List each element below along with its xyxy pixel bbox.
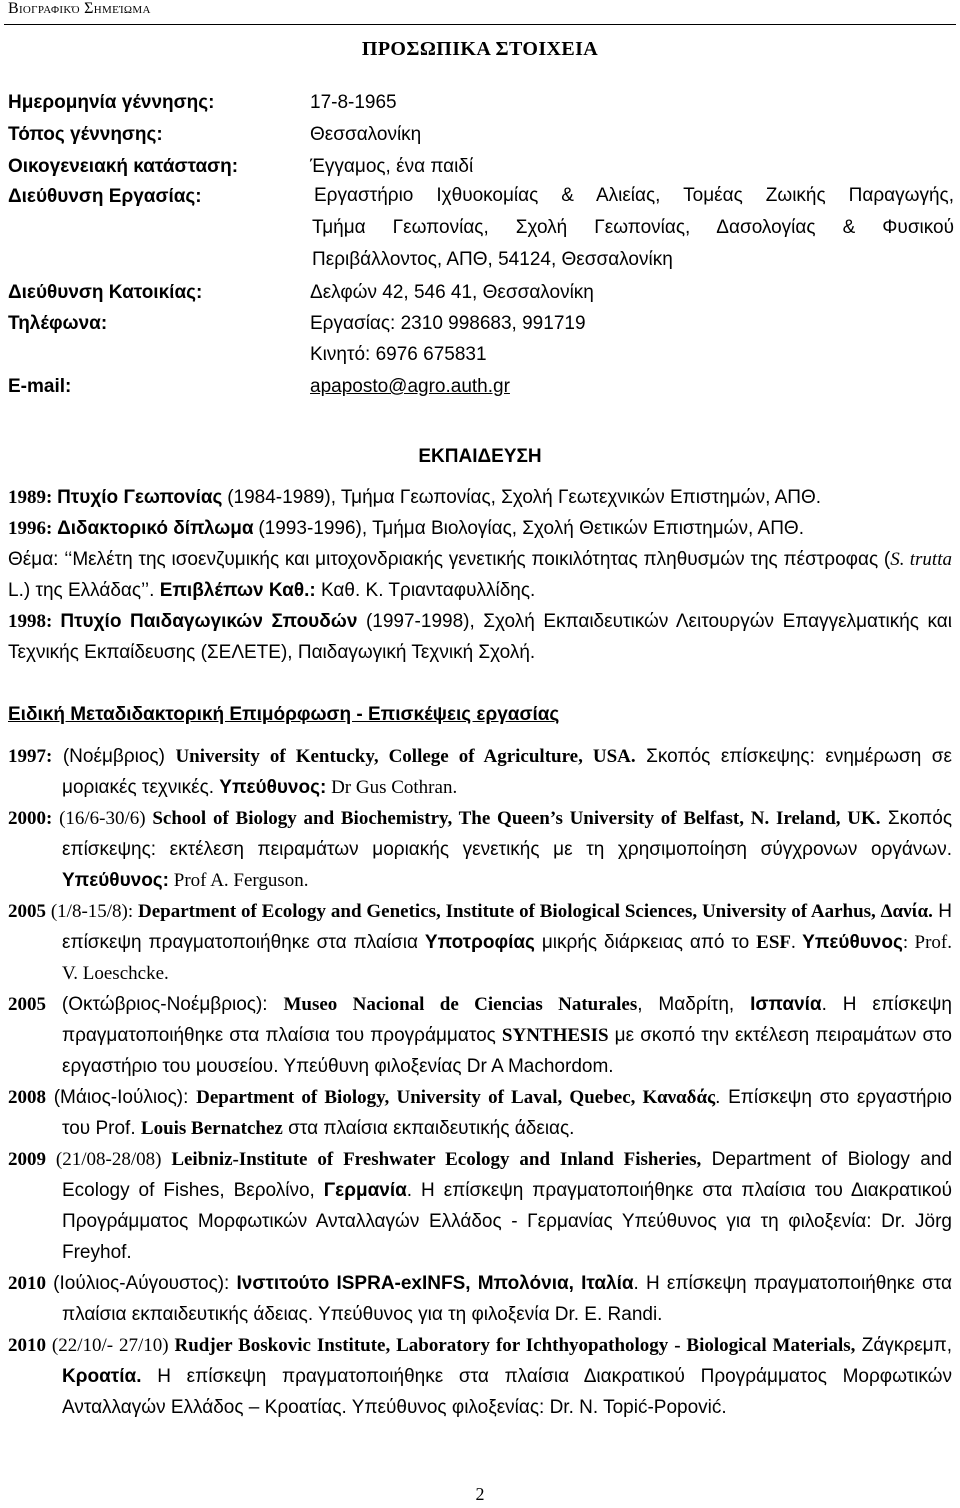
thesis-topic-a: Θέμα: ‘‘Μελέτη της ισοενζυμικής και μιτοχονδριακής γενετικής ποικιλότητας πληθυσμών της πέστροφας ( [8, 549, 891, 570]
visit-4-institution: Museo Nacional de Ciencias Naturales [283, 994, 638, 1015]
education-3-year: 1998: [8, 611, 53, 632]
education-2-year: 1996: [8, 518, 53, 539]
visit-5-date: (Μάιος-Ιούλιος): [46, 1087, 197, 1108]
visit-8-details: Η επίσκεψη πραγματοποιήθηκε στα πλαίσια Διακρατικού Προγράμματος Μορφωτικών Ανταλλαγών Ελλάδος – Κροατίας. Υπεύθυνος φιλοξενίας: Dr. N. Topić-Popović. [62, 1366, 952, 1418]
visit-2-year: 2000: [8, 808, 53, 829]
visit-5-details-2: στα πλαίσια εκπαιδευτικής άδειας. [282, 1118, 575, 1139]
phones-label: Τηλέφωνα: [8, 313, 108, 334]
education-item-1 [8, 482, 952, 513]
visit-7-institution: Ινστιτούτο ISPRA-exINFS, Μπολόνια, Ιταλία [236, 1273, 634, 1294]
visit-2-institution: School of Biology and Biochemistry, The Queen’s University of Belfast, N. Ireland, UK. [152, 808, 881, 829]
education-1-year: 1989: [8, 487, 53, 508]
visit-1-institution: University of Kentucky, College of Agriculture, USA. [175, 746, 636, 767]
thesis-supervisor: Καθ. Κ. Τριανταφυλλίδης. [315, 580, 536, 601]
birth-place-value: Θεσσαλονίκη [310, 124, 422, 145]
education-2-thesis [8, 544, 952, 606]
thesis-supervisor-label: Επιβλέπων Καθ.: [159, 580, 316, 601]
visit-item-1 [8, 741, 952, 803]
visit-1-resp-label: Υπεύθυνος: [219, 777, 327, 798]
visit-3-date: (1/8-15/8): [46, 901, 139, 922]
visit-item-4 [8, 989, 952, 1082]
visit-1-date: (Νοέμβριος) [52, 746, 176, 767]
visit-item-6 [8, 1144, 952, 1268]
education-list [8, 482, 952, 668]
birth-place-label: Τόπος γέννησης: [8, 124, 163, 145]
education-2-details: (1993-1996), Τμήμα Βιολογίας, Σχολή Θετικών Επιστημών, ΑΠΘ. [258, 518, 804, 539]
education-item-3 [8, 606, 952, 668]
education-item-2 [8, 513, 952, 544]
work-address-line-3: Περιβάλλοντος, ΑΠΘ, 54124, Θεσσαλονίκη [312, 249, 673, 270]
visit-5-year: 2008 [8, 1087, 46, 1108]
visit-3-resp-label: Υπεύθυνος [802, 932, 903, 953]
visit-4-details: . Η επίσκεψη πραγματοποιήθηκε στα πλαίσια του προγράμματος [62, 994, 952, 1046]
thesis-topic-b: L.) της Ελλάδας’’. [8, 580, 160, 601]
education-3-details: (1997-1998), Σχολή Εκπαιδευτικών Λειτουργών Επαγγελματικής και Τεχνικής Εκπαίδευσης (ΣΕΛΕΤΕ), Παιδαγωγική Τεχνική Σχολή. [8, 611, 952, 663]
education-3-degree: Πτυχίο Παιδαγωγικών Σπουδών [60, 611, 358, 632]
visit-8-country: Κροατία. [62, 1366, 142, 1387]
thesis-species: S. trutta [890, 549, 952, 570]
visit-7-date: (Ιούλιος-Αύγουστος): [46, 1273, 237, 1294]
visit-2-details: Σκοπός επίσκεψης: εκτέλεση πειραμάτων μοριακής γενετικής με τη χρησιμοποίηση σύγχρονων οργάνων. [62, 808, 952, 860]
work-address-line-1: Εργαστήριο Ιχθυοκομίας & Αλιείας, Τομέας Ζωικής Παραγωγής, [314, 185, 954, 206]
visit-3-year: 2005 [8, 901, 46, 922]
visit-5-host: Louis Bernatchez [140, 1118, 283, 1139]
visit-4-program: SYNTHESIS [501, 1025, 609, 1046]
birth-date-value: 17-8-1965 [310, 92, 397, 113]
visit-5-details: . Επίσκεψη στο εργαστήριο του Prof. [62, 1087, 952, 1139]
visit-6-year: 2009 [8, 1149, 46, 1170]
visit-7-year: 2010 [8, 1273, 46, 1294]
home-address-value: Δελφών 42, 546 41, Θεσσαλονίκη [310, 282, 594, 303]
visit-1-details: Σκοπός επίσκεψης: ενημέρωση σε μοριακές τεχνικές. [62, 746, 953, 798]
visit-1-resp: Dr Gus Cothran. [326, 777, 458, 798]
visit-8-date: (22/10/- 27/10) [46, 1335, 175, 1356]
visit-2-date: (16/6-30/6) [52, 808, 153, 829]
email-label: E-mail: [8, 376, 72, 397]
education-1-degree: Πτυχίο Γεωπονίας [57, 487, 223, 508]
work-address-label: Διεύθυνση Εργασίας: [8, 186, 202, 207]
visit-6-institution: Leibniz-Institute of Freshwater Ecology and Inland Fisheries, [171, 1149, 702, 1170]
visit-2-resp-label: Υπεύθυνος: [62, 870, 170, 891]
visit-item-5 [8, 1082, 952, 1144]
visit-3-program: Υποτροφίας [424, 932, 535, 953]
visit-3-esf: ESF [756, 932, 792, 953]
visit-6-details-2: . Η επίσκεψη πραγματοποιήθηκε στα πλαίσια του Διακρατικού Προγράμματος Μορφωτικών Ανταλλαγών Ελλάδος - Γερμανίας Υπεύθυνος για τη φιλοξενία: Dr. Jörg Freyhof. [62, 1180, 952, 1263]
visit-3-details: Η επίσκεψη πραγματοποιήθηκε στα πλαίσια [62, 901, 952, 953]
email-value [310, 376, 510, 398]
visit-4-details-2: με σκοπό την εκτέλεση πειραμάτων στο εργαστήριο του μουσείου. Υπεύθυνη φιλοξενίας Dr A Machordom. [62, 1025, 952, 1077]
visit-8-year: 2010 [8, 1335, 46, 1356]
marital-status-value: Έγγαμος, ένα παιδί [310, 156, 474, 177]
visit-4-city: , Μαδρίτη, [637, 994, 751, 1015]
visit-8-institution: Rudjer Boskovic Institute, Laboratory for Ichthyopathology - Biological Materials, [174, 1335, 856, 1356]
visit-6-country: Γερμανία [323, 1180, 407, 1201]
home-address-label: Διεύθυνση Κατοικίας: [8, 282, 203, 303]
education-1-details: (1984-1989), Τμήμα Γεωπονίας, Σχολή Γεωτεχνικών Επιστημών, ΑΠΘ. [227, 487, 822, 508]
visit-3-institution: Department of Ecology and Genetics, Institute of Biological Sciences, University of Aarhus, Δανία. [138, 901, 933, 922]
visit-item-7 [8, 1268, 952, 1330]
visit-6-date: (21/08-28/08) [46, 1149, 172, 1170]
education-section-title: ΕΚΠΑΙΔΕΥΣΗ [418, 446, 542, 467]
visit-2-resp: Prof A. Ferguson. [169, 870, 309, 891]
work-address-value [312, 180, 954, 276]
visit-5-institution: Department of Biology, University of Laval, Quebec, Καναδάς [196, 1087, 716, 1108]
running-header: Βιογραφικό Σημείωμα [8, 0, 151, 17]
visit-8-city: Ζάγκρεμπ, [855, 1335, 953, 1356]
email-link[interactable]: apaposto@agro.auth.gr [310, 376, 510, 397]
marital-status-label: Οικογενειακή κατάσταση: [8, 156, 239, 177]
visit-item-3: 2005 (1/8-15/8): Department of Ecology and Genetics, Institute of Biological Sciences, University of Aarhus, Δανία. Η επίσκεψη πραγματοποιήθηκε στα πλαίσια Υποτροφίας μικρής διάρκειας από το ESF. Υπεύθυνος: Prof. V. Loeschcke. [8, 901, 953, 984]
visit-item-2 [8, 803, 952, 896]
phone-mobile-value: Κινητό: 6976 675831 [310, 344, 487, 365]
visit-6-details: Department of Biology and Ecology of Fishes, Βερολίνο, [62, 1149, 953, 1201]
page-number: 2 [475, 1484, 485, 1504]
header-rule [4, 24, 956, 25]
postdoc-section-title: Ειδική Μεταδιδακτορική Επιμόρφωση - Επισκέψεις εργασίας [8, 704, 560, 725]
birth-date-label: Ημερομηνία γέννησης: [8, 92, 215, 113]
visit-4-date: (Οκτώβριος-Νοέμβριος): [46, 994, 284, 1015]
visit-4-country: Ισπανία [750, 994, 822, 1015]
work-address-line-2: Τμήμα Γεωπονίας, Σχολή Γεωπονίας, Δασολογίας & Φυσικού [312, 217, 954, 238]
personal-section-title: ΠΡΟΣΩΠΙΚΑ ΣΤΟΙΧΕΙΑ [361, 38, 599, 60]
visit-3-resp: : Prof. V. Loeschcke. [62, 932, 953, 984]
education-2-degree: Διδακτορικό δίπλωμα [57, 518, 254, 539]
visit-1-year: 1997: [8, 746, 53, 767]
visits-list [8, 741, 952, 1423]
visit-7-details: . Η επίσκεψη πραγματοποιήθηκε στα πλαίσια εκπαιδευτικής άδειας. Υπεύθυνος για τη φιλοξενία Dr. E. Randi. [62, 1273, 952, 1325]
visit-4-year: 2005 [8, 994, 46, 1015]
visit-3-details-2: μικρής διάρκειας από το [534, 932, 757, 953]
phone-work-value: Εργασίας: 2310 998683, 991719 [310, 313, 586, 334]
visit-item-8 [8, 1330, 952, 1423]
